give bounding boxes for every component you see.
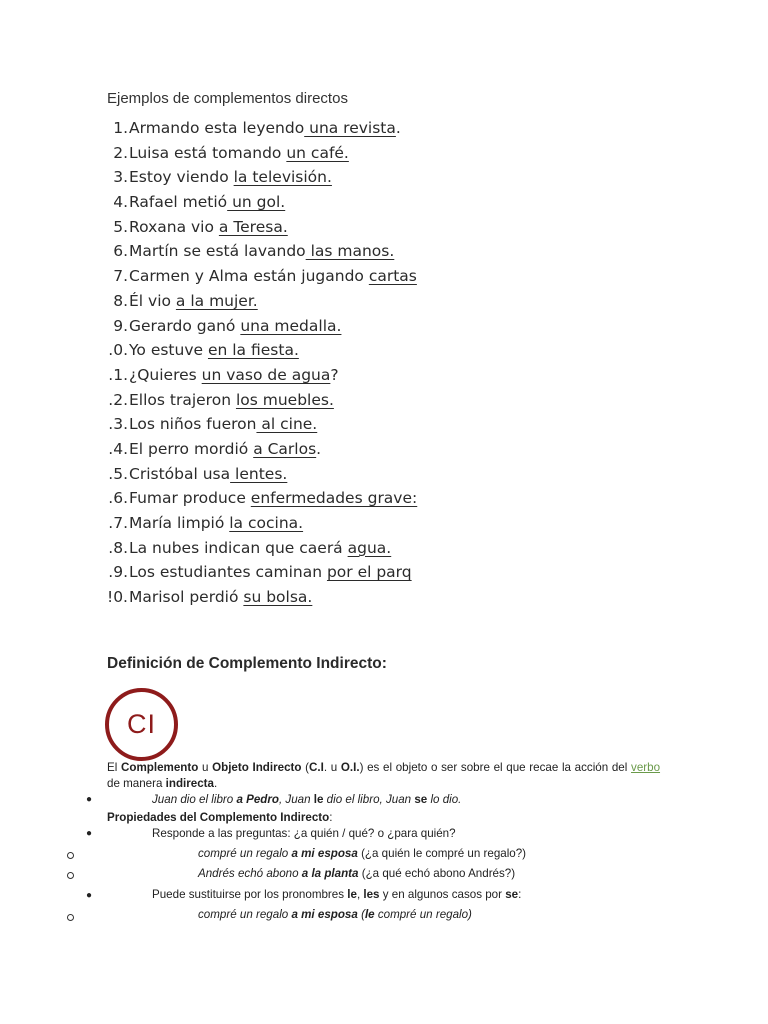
direct-object: cartas — [368, 267, 417, 286]
direct-object: las manos. — [305, 242, 395, 261]
example-text: María limpió — [129, 514, 230, 532]
example-item — [105, 388, 450, 413]
example-number: 5. — [113, 217, 128, 236]
example-item — [105, 190, 450, 215]
example-text: El perro mordió — [129, 439, 254, 458]
property-2: Puede sustituirse por los pronombres le, les y en algunos casos por se: — [152, 888, 522, 901]
direct-object: una medalla. — [240, 316, 342, 335]
example-item — [105, 560, 450, 585]
example-text: Rafael metió — [129, 193, 228, 212]
direct-object: enfermedades grave: — [250, 489, 418, 508]
example-number: .5. — [108, 464, 128, 483]
example-punctuation: . — [316, 439, 322, 458]
example-number: .9. — [108, 563, 128, 582]
direct-object: un café. — [286, 143, 349, 162]
example-item — [105, 239, 450, 264]
example-item — [105, 116, 450, 141]
direct-object: agua. — [347, 538, 392, 557]
direct-object: por el parq — [326, 563, 412, 582]
verbo-link[interactable]: verbo — [631, 761, 661, 774]
direct-object: la televisión. — [233, 168, 332, 187]
definition-paragraph: El Complemento u Objeto Indirecto (C.I. u O.I.) es el objeto o ser sobre el que recae la acción del verbo de manera indirecta. — [107, 761, 661, 790]
bullet-dot: ● — [86, 794, 93, 805]
example-number: .2. — [108, 390, 128, 409]
example-item — [105, 314, 450, 339]
sub-bullet-circle — [67, 872, 74, 879]
direct-object: a Teresa. — [218, 217, 288, 236]
example-text: Marisol perdió — [129, 588, 244, 607]
example-number: 3. — [113, 168, 128, 187]
example-item — [105, 363, 450, 388]
example-text: Carmen y Alma están jugando — [129, 267, 369, 286]
example-item — [105, 141, 450, 166]
sub-bullet-circle — [67, 852, 74, 859]
direct-object: a la mujer. — [175, 291, 258, 310]
example-number: .1. — [108, 365, 128, 384]
example-item — [105, 437, 450, 462]
example-item — [105, 536, 450, 561]
direct-object: un vaso de agua — [201, 365, 331, 384]
example-text: Luisa está tomando — [129, 143, 287, 162]
example-number: .4. — [108, 439, 128, 458]
properties-title: Propiedades del Complemento Indirecto: — [107, 811, 333, 824]
example-text: Los estudiantes caminan — [129, 563, 327, 582]
example-number: .6. — [108, 489, 128, 508]
property-1: Responde a las preguntas: ¿a quién / qué? o ¿para quién? — [152, 827, 456, 840]
example-text: Armando esta leyendo — [129, 119, 305, 137]
bullet-dot: ● — [86, 890, 93, 901]
example-number: .7. — [108, 514, 128, 532]
example-text: Roxana vio — [129, 217, 219, 236]
example-item — [105, 264, 450, 289]
example-item — [105, 215, 450, 240]
example-number: 6. — [113, 242, 128, 261]
example-item — [105, 511, 450, 536]
example-text: Fumar produce — [129, 489, 251, 508]
definition-title: Definición de Complemento Indirecto: — [107, 655, 387, 672]
example-text: Él vio — [129, 291, 176, 310]
example-number: 7. — [113, 267, 128, 286]
ci-logo-text: CI — [127, 709, 156, 739]
direct-object: lentes. — [230, 464, 288, 483]
direct-object-examples-list — [105, 116, 450, 610]
example-item — [105, 165, 450, 190]
example-text: Martín se está lavando — [129, 242, 306, 261]
property-2-example-1: compré un regalo a mi esposa (le compré un regalo) — [198, 908, 472, 921]
example-number: !0. — [106, 588, 128, 607]
bullet-dot: ● — [86, 828, 93, 839]
example-punctuation: . — [395, 119, 401, 137]
example-line-1: Juan dio el libro a Pedro, Juan le dio el libro, Juan se lo dio. — [152, 793, 462, 806]
example-text: Los niños fueron — [129, 415, 257, 434]
property-1-example-1: compré un regalo a mi esposa (¿a quién le compré un regalo?) — [198, 847, 527, 860]
example-item — [105, 486, 450, 511]
direct-object: la cocina. — [229, 514, 304, 532]
example-number: .8. — [108, 538, 128, 557]
example-item — [105, 289, 450, 314]
example-item — [105, 585, 450, 610]
example-text: Cristóbal usa — [129, 464, 231, 483]
example-text: La nubes indican que caerá — [129, 538, 348, 557]
example-number: .0. — [108, 341, 128, 360]
example-punctuation: ? — [330, 365, 339, 384]
direct-object: en la fiesta. — [207, 341, 299, 360]
example-number: 9. — [113, 316, 128, 335]
example-number: .3. — [108, 415, 128, 434]
direct-object: los muebles. — [235, 390, 334, 409]
example-number: 2. — [113, 143, 128, 162]
example-item — [105, 462, 450, 487]
direct-object: su bolsa. — [243, 588, 313, 607]
example-text: Ellos trajeron — [129, 390, 236, 409]
example-text: Gerardo ganó — [129, 316, 241, 335]
property-1-example-2: Andrés echó abono a la planta (¿a qué echó abono Andrés?) — [198, 867, 516, 880]
examples-heading: Ejemplos de complementos directos — [107, 90, 348, 107]
example-item — [105, 412, 450, 437]
direct-object: al cine. — [256, 415, 318, 434]
direct-object: una revista — [304, 119, 396, 137]
direct-object: un gol. — [227, 193, 286, 212]
example-item — [105, 338, 450, 363]
sub-bullet-circle — [67, 914, 74, 921]
ci-logo — [105, 688, 178, 761]
example-text: Yo estuve — [129, 341, 208, 360]
example-text: Estoy viendo — [129, 168, 234, 187]
example-number: 4. — [113, 193, 128, 212]
example-number: 8. — [113, 291, 128, 310]
example-text: ¿Quieres — [129, 365, 202, 384]
direct-object: a Carlos — [253, 439, 317, 458]
example-number: 1. — [113, 119, 128, 137]
